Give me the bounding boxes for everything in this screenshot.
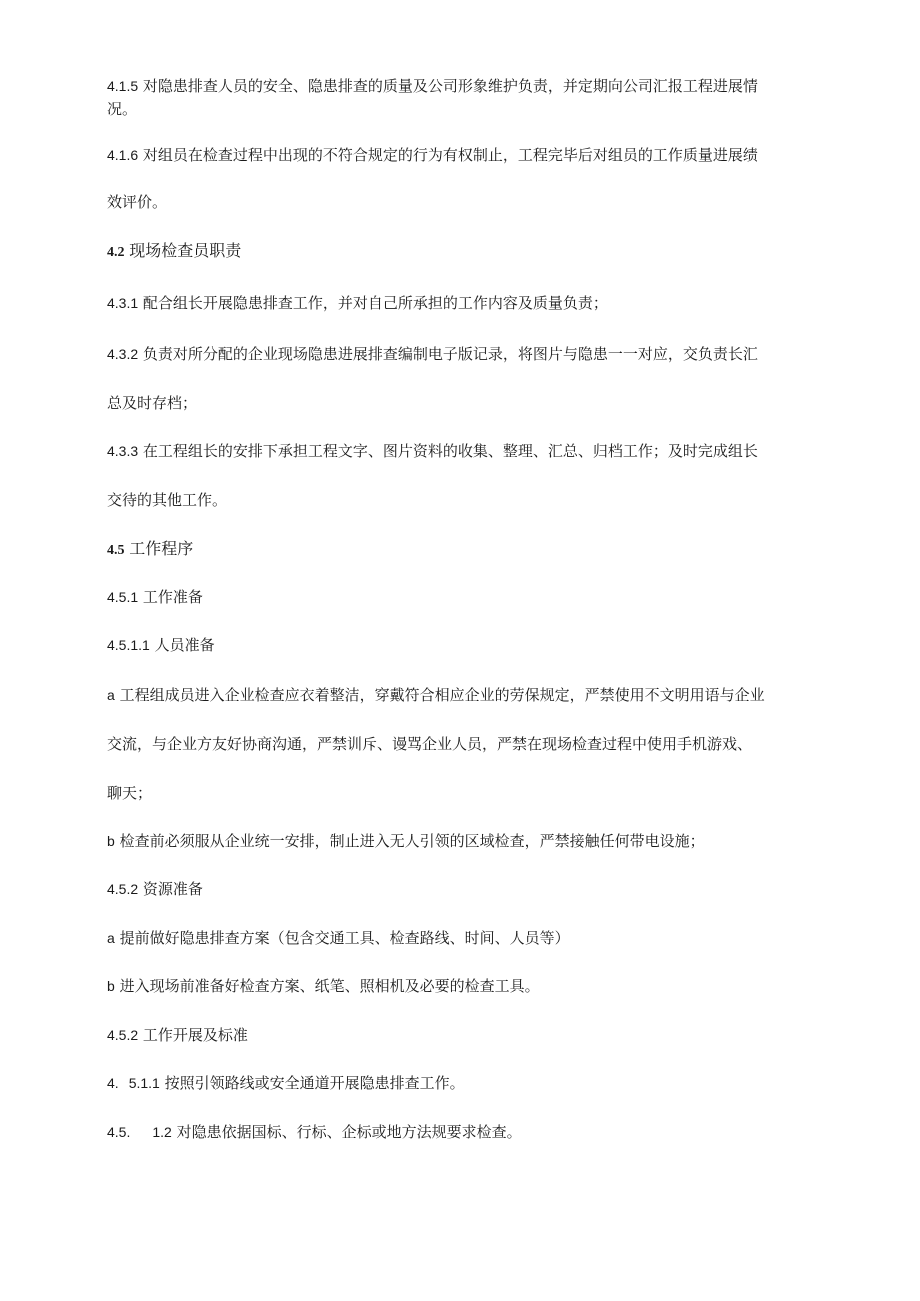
section-heading-4-2 — [107, 241, 847, 263]
clause-number: 4.1.6 — [107, 147, 139, 163]
clause-number: 4.3.3 — [107, 443, 139, 459]
clause-number: 4.5.1.1 — [107, 637, 150, 653]
item-letter: b — [107, 833, 115, 849]
section-title: 工作程序 — [129, 539, 194, 558]
item-text: 交流，与企业方友好协商沟通，严禁训斥、谩骂企业人员，严禁在现场检查过程中使用手机游戏、 — [107, 735, 753, 753]
clause-text: 负责对所分配的企业现场隐患进展排查编制电子版记录，将图片与隐患一一对应，交负责长汇 — [142, 345, 758, 363]
clause-number: 4.3.1 — [107, 295, 139, 311]
clause-text: 配合组长开展隐患排查工作，并对自己所承担的工作内容及质量负责； — [142, 294, 608, 312]
paragraph-continuation — [107, 393, 847, 413]
clause-number-part: 4.5. — [107, 1124, 131, 1140]
clause-text: 况。 — [107, 100, 138, 118]
item-text: 聊天； — [107, 784, 153, 802]
clause-number-part: 1.2 — [152, 1124, 172, 1140]
subsection-4-5-1 — [107, 587, 847, 607]
clause-number: 4.5.2 — [107, 881, 139, 897]
clause-number: 4.1.5 — [107, 78, 139, 94]
subsection-4-5-2-resources — [107, 879, 847, 899]
clause-text: 对组员在检查过程中出现的不符合规定的行为有权制止，工程完毕后对组员的工作质量进展绩 — [142, 146, 758, 164]
clause-number-part: 4. — [107, 1075, 119, 1091]
paragraph-continuation — [107, 734, 847, 754]
item-b-personnel — [107, 831, 847, 851]
clause-number: 4.5.1 — [107, 589, 139, 605]
paragraph-continuation — [107, 783, 847, 803]
item-text: 提前做好隐患排查方案（包含交通工具、检查路线、时间、人员等） — [119, 929, 570, 947]
clause-4-5-1-1 — [107, 1073, 847, 1093]
paragraph-4-1-6 — [107, 145, 847, 165]
item-text: 检查前必须服从企业统一安排，制止进入无人引领的区域检查，严禁接触任何带电设施； — [119, 832, 705, 850]
clause-text: 对隐患排查人员的安全、隐患排查的质量及公司形象维护负责，并定期向公司汇报工程进展情 — [142, 77, 758, 95]
item-a-resources — [107, 928, 847, 948]
clause-text: 总及时存档； — [107, 394, 198, 412]
section-number: 4.5 — [107, 543, 125, 558]
item-text: 进入现场前准备好检查方案、纸笔、照相机及必要的检查工具。 — [119, 977, 540, 995]
clause-number: 4.5.2 — [107, 1027, 139, 1043]
section-number: 4.2 — [107, 245, 125, 260]
clause-text: 人员准备 — [154, 636, 215, 654]
item-letter: a — [107, 687, 115, 703]
clause-4-5-1-2 — [107, 1122, 847, 1142]
subsection-4-5-2-standards — [107, 1025, 847, 1045]
clause-text: 对隐患依据国标、行标、企标或地方法规要求检查。 — [176, 1123, 522, 1141]
clause-text: 资源准备 — [142, 880, 203, 898]
clause-text: 按照引领路线或安全通道开展隐患排查工作。 — [164, 1074, 465, 1092]
clause-text: 工作开展及标准 — [142, 1026, 248, 1044]
item-b-resources — [107, 976, 847, 996]
clause-number-part: 5.1.1 — [128, 1075, 160, 1091]
clause-text: 工作准备 — [142, 588, 203, 606]
clause-text: 效评价。 — [107, 193, 168, 211]
item-a-personnel — [107, 685, 847, 705]
item-letter: b — [107, 978, 115, 994]
paragraph-4-1-5 — [107, 76, 847, 96]
section-title: 现场检查员职责 — [129, 241, 242, 260]
clause-text: 交待的其他工作。 — [107, 491, 228, 509]
subsection-4-5-1-1 — [107, 635, 847, 655]
paragraph-4-3-2 — [107, 344, 847, 364]
clause-number: 4.3.2 — [107, 346, 139, 362]
item-letter: a — [107, 930, 115, 946]
clause-text: 在工程组长的安排下承担工程文字、图片资料的收集、整理、汇总、归档工作；及时完成组长 — [142, 442, 758, 460]
item-text: 工程组成员进入企业检查应衣着整洁，穿戴符合相应企业的劳保规定，严禁使用不文明用语与企业 — [119, 686, 765, 704]
paragraph-4-3-3 — [107, 441, 847, 461]
paragraph-continuation — [107, 490, 847, 510]
paragraph-4-3-1 — [107, 293, 847, 313]
paragraph-continuation — [107, 192, 847, 212]
paragraph-continuation — [107, 99, 847, 119]
section-heading-4-5 — [107, 539, 847, 561]
